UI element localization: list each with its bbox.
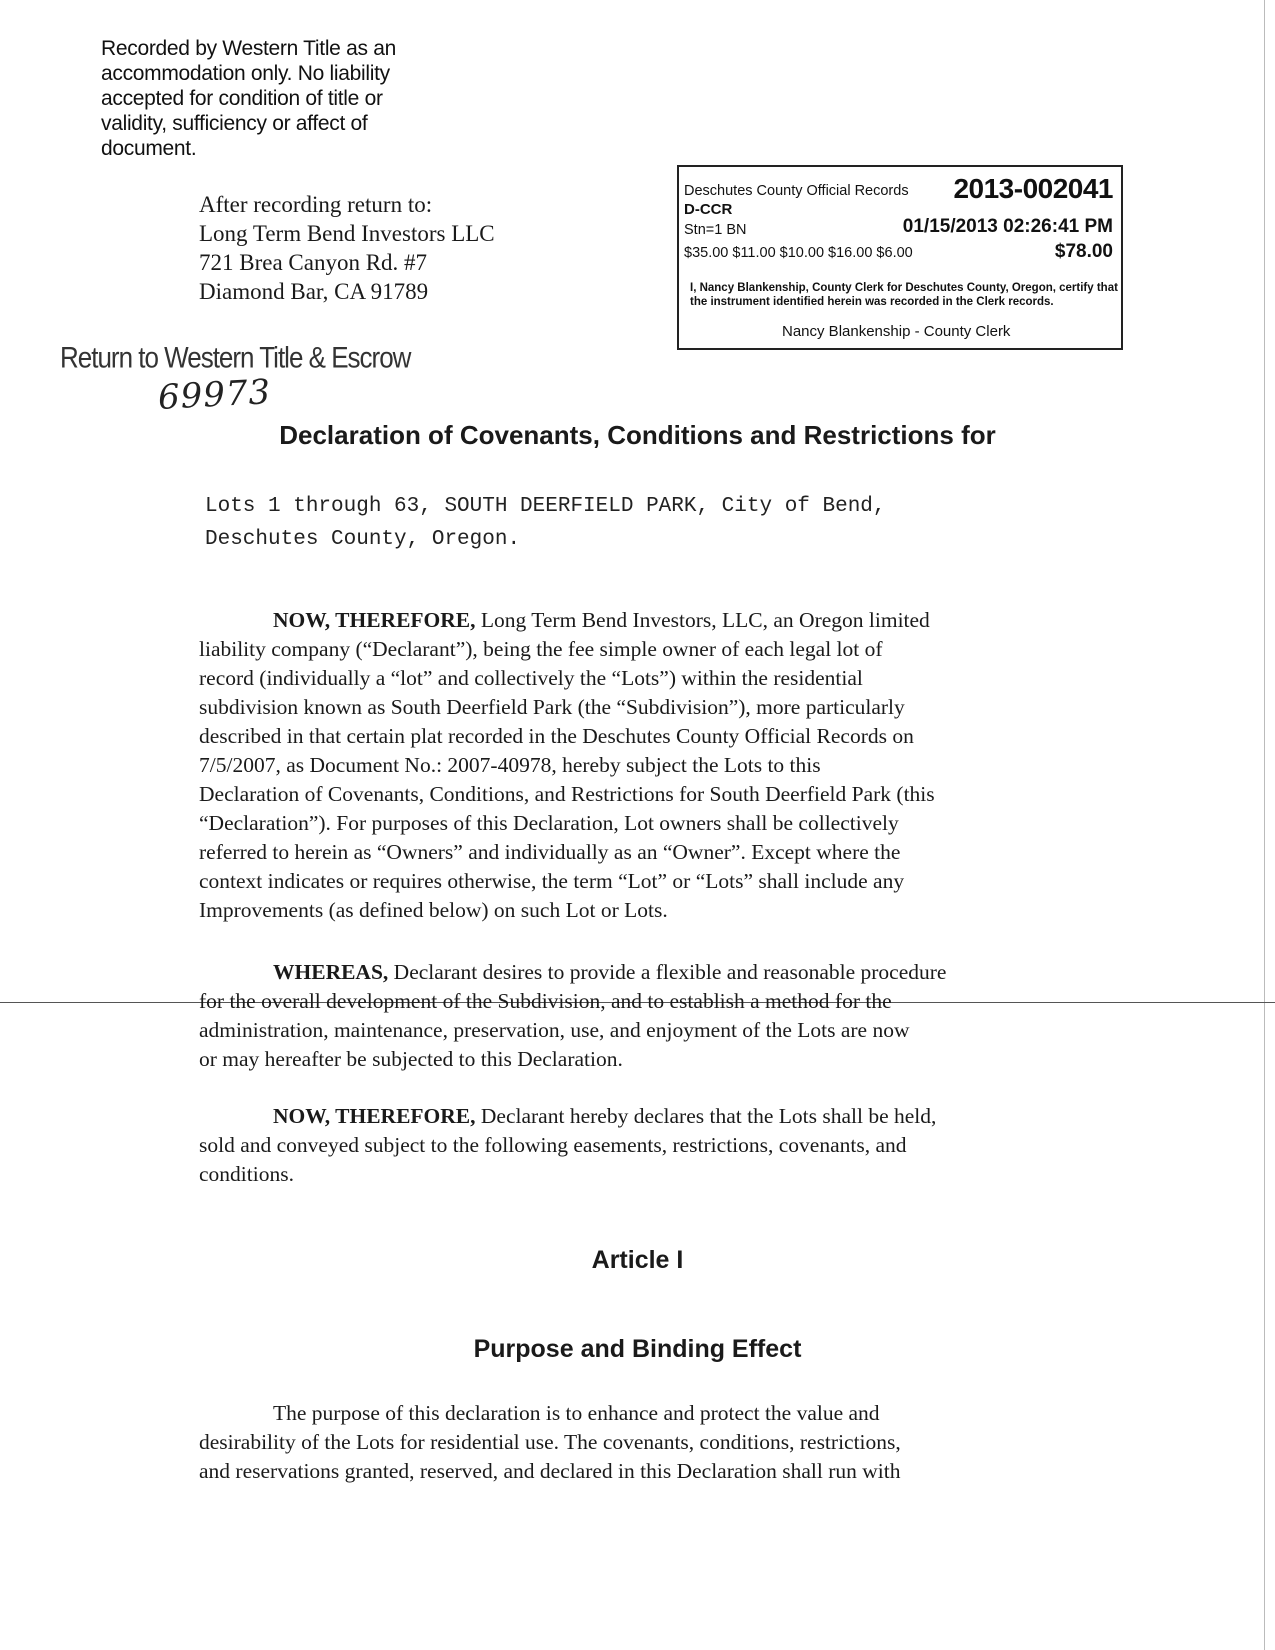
paragraph-first-line [199,958,1079,987]
paragraph-line: conditions. [199,1162,294,1186]
paragraph-first-line [199,606,1079,635]
paragraph-lead: NOW, THEREFORE, [273,1104,476,1128]
station-id: Stn=1 BN [684,222,747,238]
recording-total: $78.00 [1054,241,1113,262]
paragraph-first-line: The purpose of this declaration is to enhance and protect the value and [273,1401,880,1425]
lots-description-line: Lots 1 through 63, SOUTH DEERFIELD PARK, City of Bend, [205,495,886,518]
article-title: Purpose and Binding Effect [473,1335,802,1363]
recording-datetime: 01/15/2013 02:26:41 PM [902,216,1113,237]
paragraph-line: Declaration of Covenants, Conditions, and Restrictions for South Deerfield Park (this [199,782,935,806]
paragraph-line: “Declaration”). For purposes of this Declaration, Lot owners shall be collectively [199,811,899,835]
disclaimer-line: accommodation only. No liability [101,62,390,85]
paragraph-first-line-text: Long Term Bend Investors, LLC, an Oregon limited [475,608,930,632]
handwritten-number: 69973 [157,372,273,418]
paragraph-line: desirability of the Lots for residential use. The covenants, conditions, restrictions, [199,1430,901,1454]
paragraph-line: for the overall development of the Subdivision, and to establish a method for the [199,989,892,1013]
paragraph-now-therefore-2 [199,1102,1079,1189]
recording-fees: $35.00 $11.00 $10.00 $16.00 $6.00 [684,245,913,261]
recording-office: Deschutes County Official Records [684,183,909,199]
paragraph-line: subdivision known as South Deerfield Park (the “Subdivision”), more particularly [199,695,905,719]
paragraph-first-line [199,1102,1079,1131]
paragraph-line: record (individually a “lot” and collectively the “Lots”) within the residential [199,666,863,690]
disclaimer-stamp [101,36,461,161]
paragraph-line: and reservations granted, reserved, and declared in this Declaration shall run with [199,1459,901,1483]
lots-description-line: Deschutes County, Oregon. [205,528,521,551]
return-address-block [199,190,495,306]
clerk-name: Nancy Blankenship - County Clerk [782,323,1011,340]
paragraph-line: Improvements (as defined below) on such Lot or Lots. [199,898,668,922]
paragraph-line: administration, maintenance, preservation, use, and enjoyment of the Lots are now [199,1018,910,1042]
scan-edge-line [1264,0,1265,1650]
lots-description [205,490,886,556]
paragraph-first-line-text: Declarant desires to provide a flexible and reasonable procedure [388,960,947,984]
clerk-certification: I, Nancy Blankenship, County Clerk for Deschutes County, Oregon, certify that the instrument identified herein was recorded in the Clerk records. [690,282,1118,308]
document-number: 2013-002041 [953,173,1113,204]
paragraph-whereas [199,958,1079,1074]
return-address-line: Diamond Bar, CA 91789 [199,279,429,304]
paragraph-first-line-text: Declarant hereby declares that the Lots shall be held, [475,1104,937,1128]
document-title: Declaration of Covenants, Conditions and Restrictions for [279,420,996,450]
paragraph-lead: WHEREAS, [273,960,389,984]
paragraph-line: liability company (“Declarant”), being the fee simple owner of each legal lot of [199,637,883,661]
return-to-stamp: Return to Western Title & Escrow [60,340,411,375]
disclaimer-line: Recorded by Western Title as an [101,37,396,60]
paragraph-line: context indicates or requires otherwise, the term “Lot” or “Lots” shall include any [199,869,905,893]
return-address-line: After recording return to: [199,192,433,217]
paragraph-lead: NOW, THEREFORE, [273,608,476,632]
paragraph-purpose [199,1399,1079,1486]
paragraph-line: 7/5/2007, as Document No.: 2007-40978, hereby subject the Lots to this [199,753,821,777]
disclaimer-line: validity, sufficiency or affect of [101,112,368,135]
paragraph-line: described in that certain plat recorded in the Deschutes County Official Records on [199,724,914,748]
recording-stamp-box [677,165,1123,350]
return-address-line: 721 Brea Canyon Rd. #7 [199,250,428,275]
paragraph-line: sold and conveyed subject to the following easements, restrictions, covenants, and [199,1133,907,1157]
paragraph-line: referred to herein as “Owners” and individually as an “Owner”. Except where the [199,840,901,864]
article-number: Article I [591,1246,684,1274]
paragraph-line: or may hereafter be subjected to this Declaration. [199,1047,623,1071]
paragraph-now-therefore-1 [199,606,1079,925]
disclaimer-line: document. [101,137,197,160]
document-code: D-CCR [684,201,733,218]
return-address-line: Long Term Bend Investors LLC [199,221,495,246]
disclaimer-line: accepted for condition of title or [101,87,383,110]
